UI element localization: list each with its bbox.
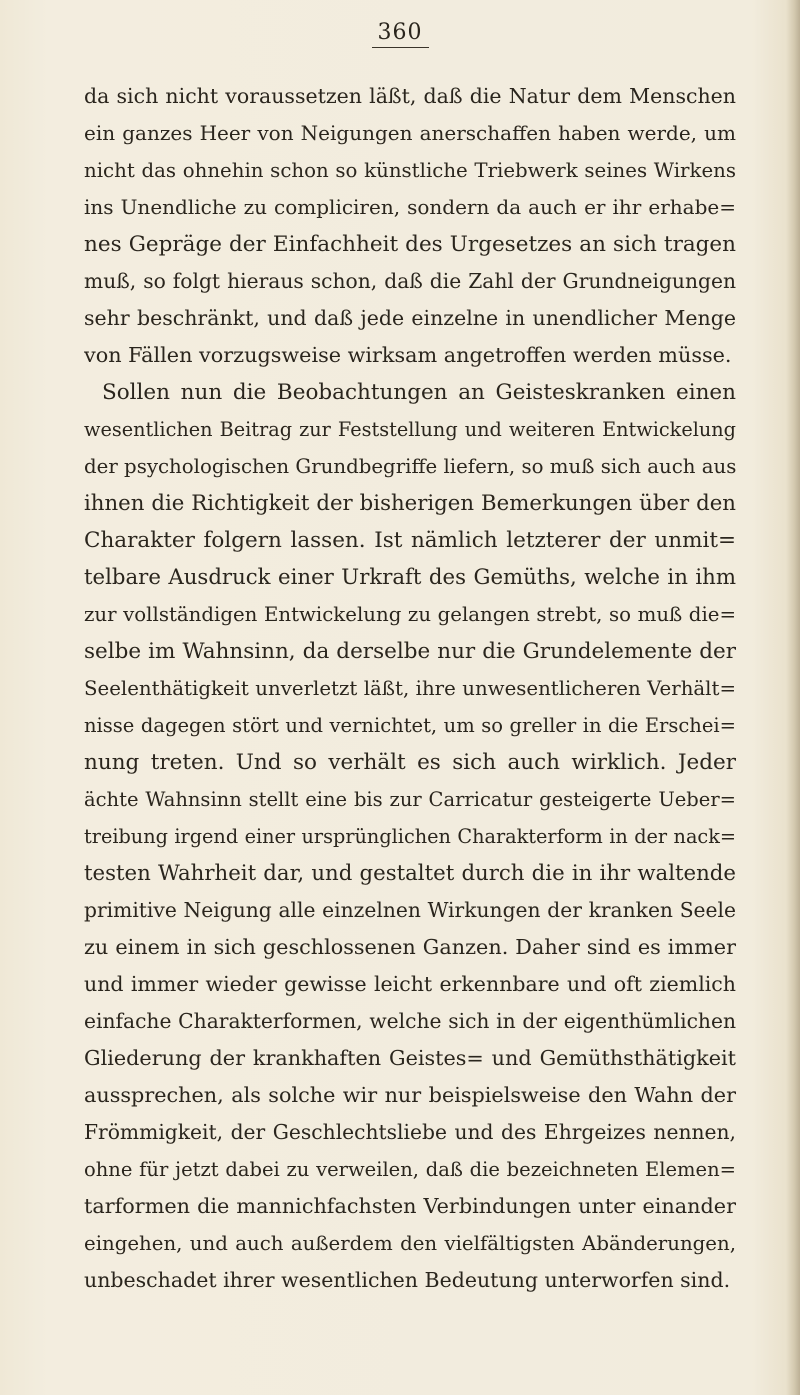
text-line: zur vollständigen Entwickelung zu gelangen strebt, so muß die= <box>84 603 736 626</box>
text-line: einfache Charakterformen, welche sich in der eigenthümlichen <box>84 1009 736 1033</box>
text-line: eingehen, und auch außerdem den vielfältigsten Abänderungen, <box>84 1232 736 1255</box>
text-line: sehr beschränkt, und daß jede einzelne in unendlicher Menge <box>84 306 736 330</box>
text-line: ihnen die Richtigkeit der bisherigen Bemerkungen über den <box>84 491 736 516</box>
text-line: Gliederung der krankhaften Geistes= und Gemüthsthätigkeit <box>84 1046 736 1070</box>
text-line: selbe im Wahnsinn, da derselbe nur die Grundelemente der <box>84 639 736 664</box>
body-text <box>84 78 736 1299</box>
text-line: unbeschadet ihrer wesentlichen Bedeutung unterworfen sind. <box>84 1268 731 1292</box>
text-line: primitive Neigung alle einzelnen Wirkungen der kranken Seele <box>84 898 736 922</box>
page-edge-shadow <box>786 0 800 1395</box>
text-line: aussprechen, als solche wir nur beispielsweise den Wahn der <box>84 1083 736 1107</box>
text-line: zu einem in sich geschlossenen Ganzen. Daher sind es immer <box>84 935 736 959</box>
text-line: Frömmigkeit, der Geschlechtsliebe und des Ehrgeizes nennen, <box>84 1120 736 1144</box>
text-line: nes Gepräge der Einfachheit des Urgesetzes an sich tragen <box>84 232 736 257</box>
text-line: nung treten. Und so verhält es sich auch wirklich. Jeder <box>84 750 736 775</box>
text-line: nicht das ohnehin schon so künstliche Triebwerk seines Wirkens <box>84 159 736 182</box>
text-line: der psychologischen Grundbegriffe liefern, so muß sich auch aus <box>84 455 736 478</box>
page-number <box>0 20 800 48</box>
text-line: da sich nicht voraussetzen läßt, daß die Natur dem Menschen <box>84 84 736 108</box>
text-line: und immer wieder gewisse leicht erkennbare und oft ziemlich <box>84 972 736 996</box>
text-line: tarformen die mannichfachsten Verbindungen unter einander <box>84 1194 736 1218</box>
text-line: muß, so folgt hieraus schon, daß die Zahl der Grundneigungen <box>84 269 736 293</box>
text-line: treibung irgend einer ursprünglichen Charakterform in der nack= <box>84 825 736 848</box>
page-number-text: 360 <box>372 20 429 48</box>
text-line: wesentlichen Beitrag zur Feststellung und weiteren Entwickelung <box>84 418 736 441</box>
text-line: ächte Wahnsinn stellt eine bis zur Carricatur gesteigerte Ueber= <box>84 788 736 811</box>
text-line: telbare Ausdruck einer Urkraft des Gemüths, welche in ihm <box>84 565 736 590</box>
text-line: ein ganzes Heer von Neigungen anerschaffen haben werde, um <box>84 121 736 145</box>
text-line: Seelenthätigkeit unverletzt läßt, ihre unwesentlicheren Verhält= <box>84 677 736 700</box>
text-line: Sollen nun die Beobachtungen an Geisteskranken einen <box>102 380 736 405</box>
text-line: Charakter folgern lassen. Ist nämlich letzterer der unmit= <box>84 528 736 553</box>
text-line: testen Wahrheit dar, und gestaltet durch die in ihr waltende <box>84 861 736 886</box>
text-line: ohne für jetzt dabei zu verweilen, daß die bezeichneten Elemen= <box>84 1158 736 1181</box>
text-line: nisse dagegen stört und vernichtet, um so greller in die Erschei= <box>84 714 736 737</box>
text-line: von Fällen vorzugsweise wirksam angetroffen werden müsse. <box>84 343 732 367</box>
text-line: ins Unendliche zu compliciren, sondern da auch er ihr erhabe= <box>84 195 736 219</box>
